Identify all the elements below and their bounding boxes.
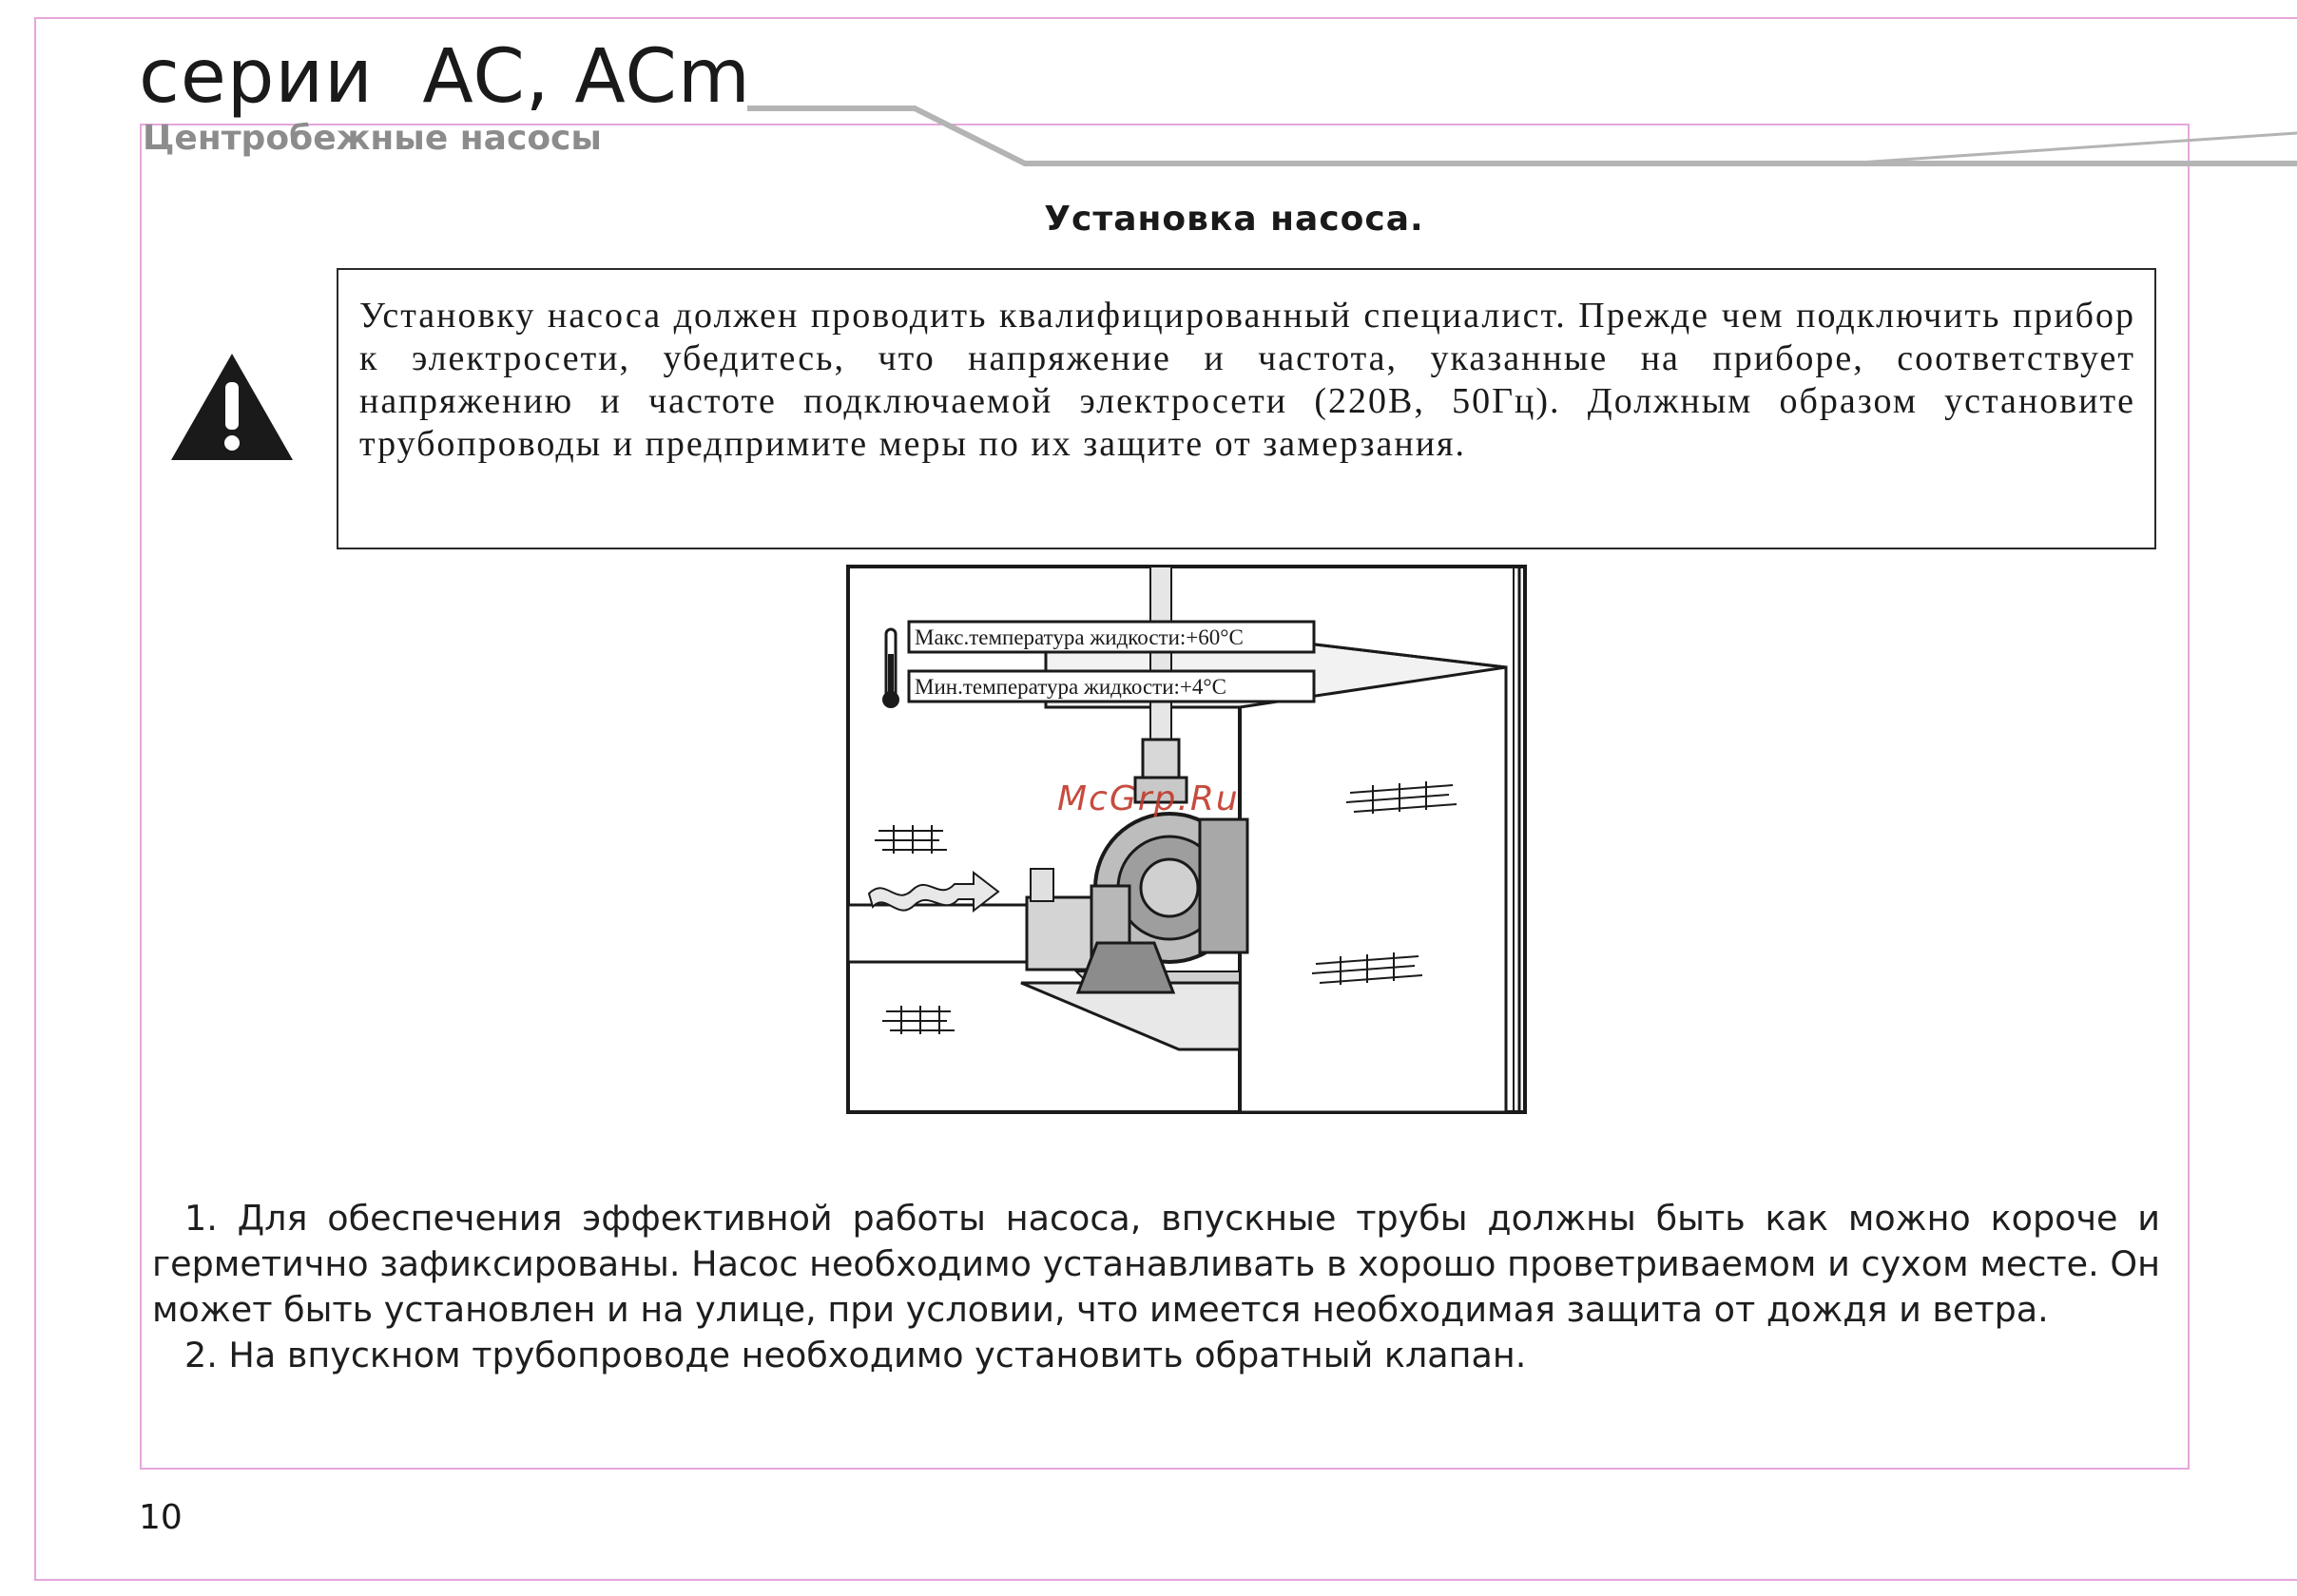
- instructions-list: [152, 1196, 2160, 1378]
- warning-triangle-icon: [167, 350, 297, 464]
- instruction-item: 2. На впускном трубопроводе необходимо установить обратный клапан.: [184, 1335, 1527, 1375]
- watermark: McGrp.Ru: [1057, 779, 1240, 818]
- section-heading: Установка насоса.: [1044, 200, 1424, 239]
- pump-installation-illustration: [840, 563, 1531, 1116]
- min-temp-label: Мин.температура жидкости:+4°С: [915, 675, 1226, 699]
- page-number: 10: [139, 1498, 183, 1537]
- series-title: серии AC, ACm: [139, 34, 751, 120]
- warning-box: [337, 268, 2156, 549]
- instruction-item: 1. Для обеспечения эффективной работы насоса, впускные трубы должны быть как можно короче и герметично зафиксированы. Насос необходимо устанавливать в хорошо проветриваемом и сухом месте. Он может быть установлен и на улице, при условии, что имеется необходимая защита от дождя и ветра.: [152, 1198, 2160, 1330]
- max-temp-label: Макс.температура жидкости:+60°С: [915, 625, 1244, 649]
- page-subtitle: Центробежные насосы: [143, 119, 602, 158]
- warning-text: Установку насоса должен проводить квалифицированный специалист. Прежде чем подключить прибор к электросети, убедитесь, что напряжение и частота, указанные на приборе, соответствует напряжению и частоте подключаемой электросети (220В, 50Гц). Должным образом установите трубопроводы и предпримите меры по их защите от замерзания.: [359, 296, 2135, 464]
